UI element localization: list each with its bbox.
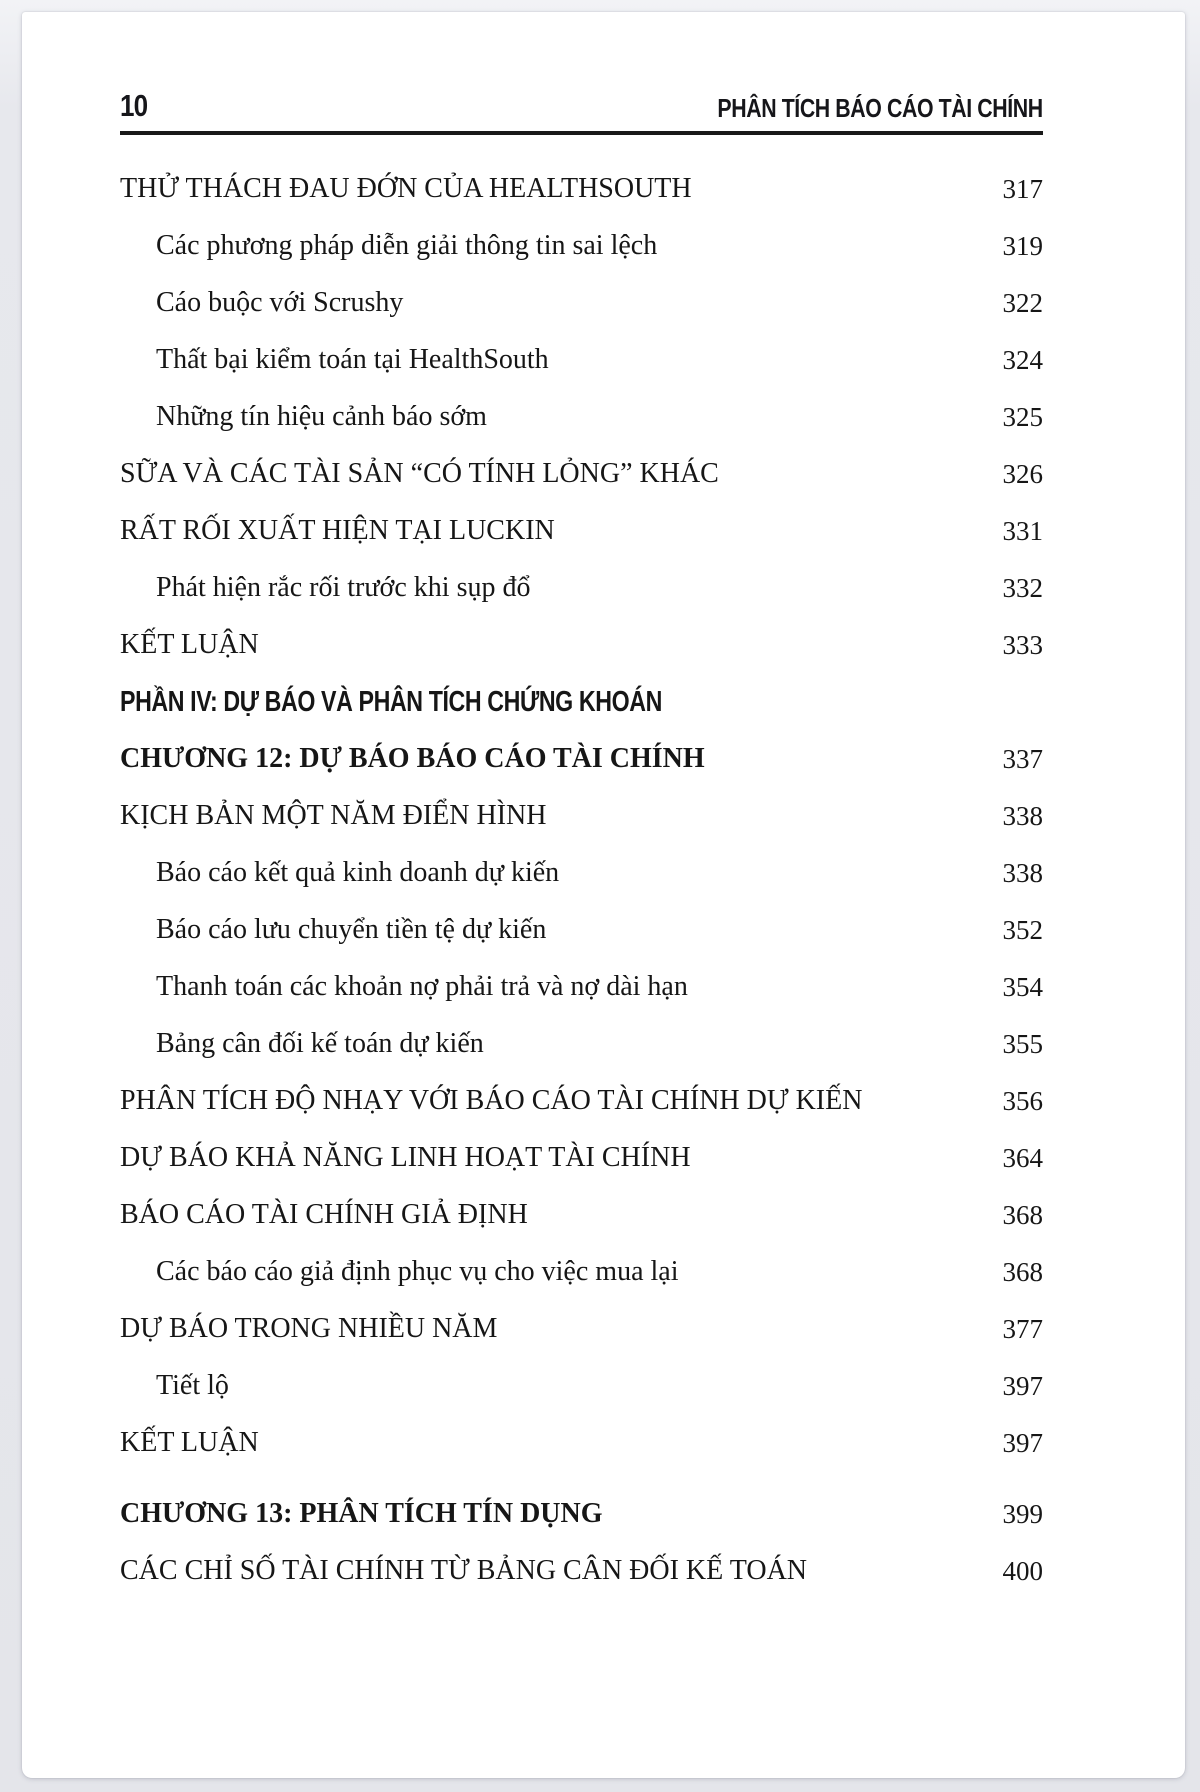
toc-entry-page: 397 bbox=[1002, 1428, 1043, 1458]
toc-entry-page: 317 bbox=[1002, 174, 1043, 204]
toc-entry-label: THỬ THÁCH ĐAU ĐỚN CỦA HEALTHSOUTH bbox=[120, 173, 692, 205]
toc-entry-label: CHƯƠNG 13: PHÂN TÍCH TÍN DỤNG bbox=[120, 1498, 603, 1530]
toc-entry-page: 338 bbox=[1002, 858, 1043, 888]
toc-entry-page: 399 bbox=[1002, 1499, 1043, 1529]
toc-entry-label: Cáo buộc với Scrushy bbox=[156, 287, 404, 319]
running-title: PHÂN TÍCH BÁO CÁO TÀI CHÍNH bbox=[717, 93, 1043, 123]
toc-entry-label: Thất bại kiểm toán tại HealthSouth bbox=[156, 344, 549, 376]
toc-entry-page: 326 bbox=[1002, 459, 1043, 489]
toc-row bbox=[120, 959, 1043, 1016]
toc-row bbox=[120, 1073, 1043, 1130]
toc-row bbox=[120, 617, 1043, 674]
toc-row bbox=[120, 446, 1043, 503]
toc-entry-label: KẾT LUẬN bbox=[120, 1427, 259, 1459]
toc-entry-page: 397 bbox=[1002, 1371, 1043, 1401]
toc-entry-label: DỰ BÁO KHẢ NĂNG LINH HOẠT TÀI CHÍNH bbox=[120, 1142, 691, 1174]
toc-row bbox=[120, 1016, 1043, 1073]
toc-entry-page: 352 bbox=[1002, 915, 1043, 945]
toc-row bbox=[120, 902, 1043, 959]
toc-entry-page: 368 bbox=[1002, 1257, 1043, 1287]
toc-entry-page: 319 bbox=[1002, 231, 1043, 261]
toc-entry-page: 325 bbox=[1002, 402, 1043, 432]
toc-entry-label: DỰ BÁO TRONG NHIỀU NĂM bbox=[120, 1313, 498, 1345]
toc-entry-label: Các báo cáo giả định phục vụ cho việc mua lại bbox=[156, 1256, 679, 1288]
toc-entry-label: BÁO CÁO TÀI CHÍNH GIẢ ĐỊNH bbox=[120, 1199, 528, 1231]
page-number: 10 bbox=[120, 88, 148, 123]
toc-entry-page: 338 bbox=[1002, 801, 1043, 831]
toc-row bbox=[120, 389, 1043, 446]
toc-row bbox=[120, 731, 1043, 788]
toc-entry-page: 331 bbox=[1002, 516, 1043, 546]
toc-row bbox=[120, 1358, 1043, 1415]
toc-entry-page: 324 bbox=[1002, 345, 1043, 375]
toc-entry-page: 354 bbox=[1002, 972, 1043, 1002]
toc-row bbox=[120, 1301, 1043, 1358]
toc-entry-page: 377 bbox=[1002, 1314, 1043, 1344]
toc-entry-label: RẤT RỐI XUẤT HIỆN TẠI LUCKIN bbox=[120, 515, 555, 547]
toc-entry-label: Bảng cân đối kế toán dự kiến bbox=[156, 1028, 484, 1060]
toc-entry-label: Thanh toán các khoản nợ phải trả và nợ dài hạn bbox=[156, 971, 688, 1003]
toc-row bbox=[120, 161, 1043, 218]
toc-entry-page: 400 bbox=[1002, 1556, 1043, 1586]
toc-entry-page: 333 bbox=[1002, 630, 1043, 660]
toc-list bbox=[120, 161, 1043, 1600]
toc-row bbox=[120, 1130, 1043, 1187]
toc-row bbox=[120, 1415, 1043, 1472]
toc-row bbox=[120, 845, 1043, 902]
toc-entry-label: Các phương pháp diễn giải thông tin sai lệch bbox=[156, 230, 658, 262]
toc-entry-label: Những tín hiệu cảnh báo sớm bbox=[156, 401, 487, 433]
toc-entry-label: SỮA VÀ CÁC TÀI SẢN “CÓ TÍNH LỎNG” KHÁC bbox=[120, 458, 719, 490]
toc-entry-page: 355 bbox=[1002, 1029, 1043, 1059]
book-page bbox=[22, 12, 1185, 1778]
toc-row bbox=[120, 674, 1043, 731]
toc-entry-label: PHẦN IV: DỰ BÁO VÀ PHÂN TÍCH CHỨNG KHOÁN bbox=[120, 685, 662, 718]
toc-row bbox=[120, 560, 1043, 617]
toc-entry-page: 356 bbox=[1002, 1086, 1043, 1116]
toc-entry-label: Báo cáo lưu chuyển tiền tệ dự kiến bbox=[156, 914, 547, 946]
toc-entry-page: 368 bbox=[1002, 1200, 1043, 1230]
toc-row bbox=[120, 788, 1043, 845]
toc-entry-label: PHÂN TÍCH ĐỘ NHẠY VỚI BÁO CÁO TÀI CHÍNH DỰ KIẾN bbox=[120, 1085, 863, 1117]
toc-row bbox=[120, 218, 1043, 275]
toc-entry-label: Phát hiện rắc rối trước khi sụp đổ bbox=[156, 572, 531, 604]
toc-row bbox=[120, 1543, 1043, 1600]
toc-row bbox=[120, 275, 1043, 332]
page-content bbox=[120, 12, 1043, 1778]
toc-row bbox=[120, 1486, 1043, 1543]
toc-entry-page: 332 bbox=[1002, 573, 1043, 603]
toc-entry-label: KỊCH BẢN MỘT NĂM ĐIỂN HÌNH bbox=[120, 800, 547, 832]
toc-row bbox=[120, 332, 1043, 389]
toc-entry-label: CÁC CHỈ SỐ TÀI CHÍNH TỪ BẢNG CÂN ĐỐI KẾ TOÁN bbox=[120, 1555, 808, 1587]
toc-row bbox=[120, 1187, 1043, 1244]
toc-entry-page: 364 bbox=[1002, 1143, 1043, 1173]
toc-entry-page: 322 bbox=[1002, 288, 1043, 318]
running-header bbox=[120, 90, 1043, 135]
toc-entry-label: CHƯƠNG 12: DỰ BÁO BÁO CÁO TÀI CHÍNH bbox=[120, 743, 705, 775]
toc-entry-label: KẾT LUẬN bbox=[120, 629, 259, 661]
toc-entry-label: Báo cáo kết quả kinh doanh dự kiến bbox=[156, 857, 560, 889]
toc-row bbox=[120, 1244, 1043, 1301]
toc-row bbox=[120, 503, 1043, 560]
toc-entry-page: 337 bbox=[1002, 744, 1043, 774]
toc-entry-label: Tiết lộ bbox=[156, 1370, 229, 1402]
